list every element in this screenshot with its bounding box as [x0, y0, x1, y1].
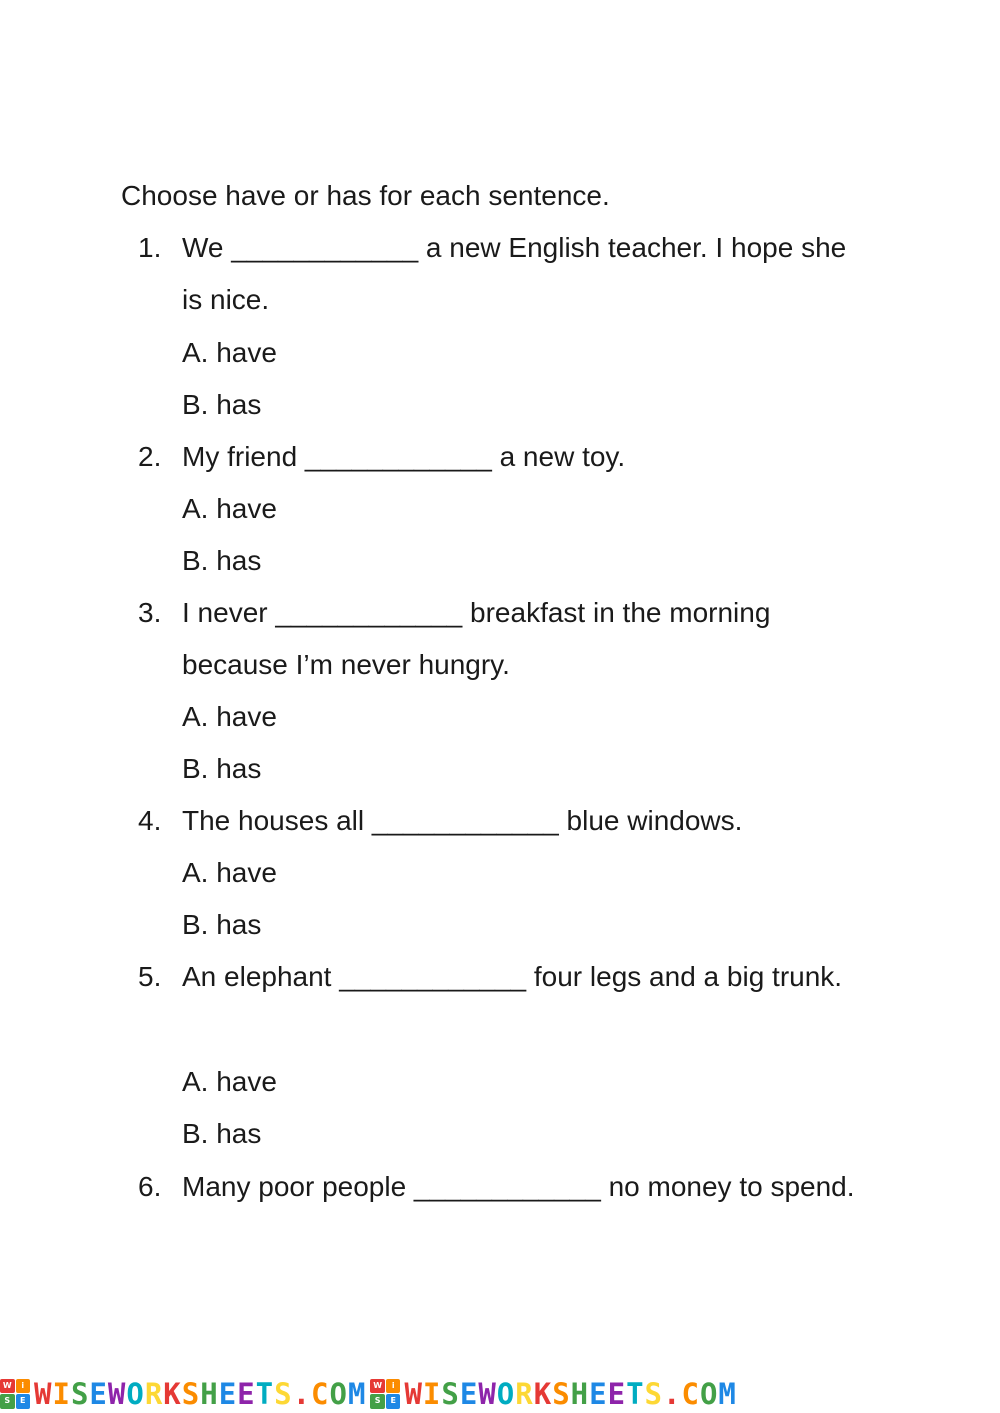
- question-number: 2.: [138, 441, 162, 472]
- question-number: 6.: [138, 1171, 162, 1202]
- option-b[interactable]: B. has: [182, 753, 262, 784]
- brand: [370, 1377, 736, 1411]
- wiseworksheets-logo-icon: W i S E: [0, 1379, 30, 1409]
- option-a[interactable]: A. have: [182, 337, 277, 368]
- option-b[interactable]: B. has: [182, 545, 262, 576]
- option-a[interactable]: A. have: [182, 493, 277, 524]
- question-text: I never ____________ breakfast in the morning because I’m never hungry.: [182, 597, 771, 680]
- question-text: An elephant ____________ four legs and a big trunk.: [182, 961, 843, 992]
- question-number: 4.: [138, 805, 162, 836]
- brand: [0, 1377, 366, 1411]
- instruction-text: Choose have or has for each sentence.: [121, 180, 610, 211]
- question-text: We ____________ a new English teacher. I hope she is nice.: [182, 232, 847, 315]
- brand-text: WISEWORKSHEETS.COM: [34, 1376, 367, 1411]
- footer-watermark: [0, 1374, 1000, 1413]
- option-a[interactable]: A. have: [182, 701, 277, 732]
- option-a[interactable]: A. have: [182, 857, 277, 888]
- question-text: Many poor people ____________ no money to spend.: [182, 1171, 855, 1202]
- question-text: My friend ____________ a new toy.: [182, 441, 626, 472]
- question-number: 3.: [138, 597, 162, 628]
- option-a[interactable]: A. have: [182, 1066, 277, 1097]
- question-number: 5.: [138, 961, 162, 992]
- option-b[interactable]: B. has: [182, 1118, 262, 1149]
- question-text: The houses all ____________ blue windows.: [182, 805, 743, 836]
- brand-text: WISEWORKSHEETS.COM: [404, 1376, 737, 1411]
- option-b[interactable]: B. has: [182, 909, 262, 940]
- option-b[interactable]: B. has: [182, 389, 262, 420]
- wiseworksheets-logo-icon: W i S E: [370, 1379, 400, 1409]
- question-number: 1.: [138, 232, 162, 263]
